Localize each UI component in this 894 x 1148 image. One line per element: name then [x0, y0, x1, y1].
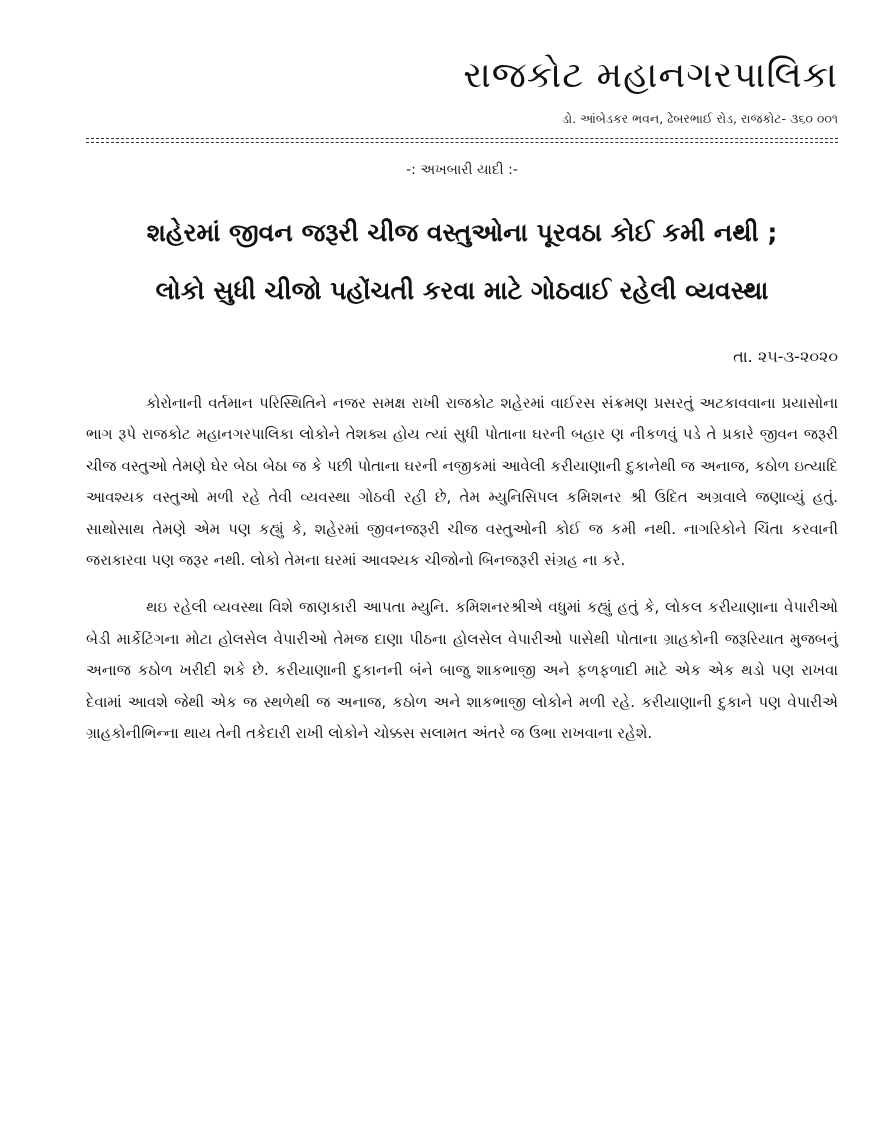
press-release-label: -: અખબારી યાદી :-: [406, 162, 518, 178]
body-paragraph-1: કોરોનાની વર્તમાન પરિસ્થિતિને નજર સમક્ષ રાખી રાજકોટ શહેરમાં વાઈરસ સંક્રમણ પ્રસરતું અટકાવવાના પ્રયાસોના ભાગ રૂપે રાજકોટ મહાનગરપાલિકા લોકોને તેશક્ય હોય ત્યાં સુધી પોતાના ઘરની બહાર ણ નીકળવું પડે તે પ્રકારે જીવન જરૂરી ચીજ વસ્તુઓ તેમણે ઘેર બેઠા બેઠા જ કે પછી પોતાના ઘરની નજીકમાં આવેલી કરીયાણાની દુકાનેથી જ અનાજ, કઠોળ ઇત્યાદિ આવશ્યક વસ્તુઓ મળી રહે તેવી વ્યવસ્થા ગોઠવી રહી છે, તેમ મ્યુનિસિપલ કમિશનર શ્રી ઉદિત અગ્રવાલે જણાવ્યું હતું. સાથોસાથ તેમણે એમ પણ કહ્યું કે, શહેરમાં જીવનજરૂરી ચીજ વસ્તુઓની કોઈ જ કમી નથી. નાગરિકોને ચિંતા કરવાની જરાકારવા પણ જરૂર નથી. લોકો તેમના ઘરમાં આવશ્યક ચીજોનો બિનજરૂરી સંગ્રહ ના કરે.: [86, 394, 838, 570]
double-dashed-divider: [86, 138, 838, 146]
headline-line-1: શહેરમાં જીવન જરૂરી ચીજ વસ્તુઓના પૂરવઠા કોઈ કમી નથી ;: [146, 218, 778, 247]
body-text: [86, 388, 838, 749]
release-date: તા. ૨૫-૩-૨૦૨૦: [733, 347, 838, 366]
organization-address: ડો. આંબેડકર ભવન, ઢેબરભાઈ રોડ, રાજકોટ- ૩૬૦ ૦૦૧: [562, 111, 838, 126]
body-paragraph-2: થઇ રહેલી વ્યવસ્થા વિશે જાણકારી આપતા મ્યુનિ. કમિશનરશ્રીએ વધુમાં કહ્યું હતું કે, લોકલ કરીયાણાના વેપારીઓ બેડી માર્કેટિંગના મોટા હોલસેલ વેપારીઓ તેમજ દાણા પીઠના હોલસેલ વેપારીઓ પાસેથી પોતાના ગ્રાહકોની જરૂરિયાત મુજબનું અનાજ કઠોળ ખરીદી શકે છે. કરીયાણાની દુકાનની બંને બાજુ શાકભાજી અને ફળફળાદી માટે એક એક થડો પણ રાખવા દેવામાં આવશે જેથી એક જ સ્થળેથી જ અનાજ, કઠોળ અને શાકભાજી લોકોને મળી રહે. કરીયાણાની દુકાને પણ વેપારીએ ગ્રાહકોનીભિન્ના થાય તેની તકેદારી રાખી લોકોને ચોક્કસ સલામત અંતરે જ ઉભા રાખવાના રહેશે.: [86, 598, 838, 743]
headline: [86, 204, 838, 320]
letterhead: [86, 52, 838, 128]
headline-line-2: લોકો સુધી ચીજો પહોંચતી કરવા માટે ગોઠવાઈ રહેલી વ્યવસ્થા: [155, 276, 769, 305]
organization-name: રાજકોટ મહાનગરપાલિકા: [463, 55, 838, 96]
